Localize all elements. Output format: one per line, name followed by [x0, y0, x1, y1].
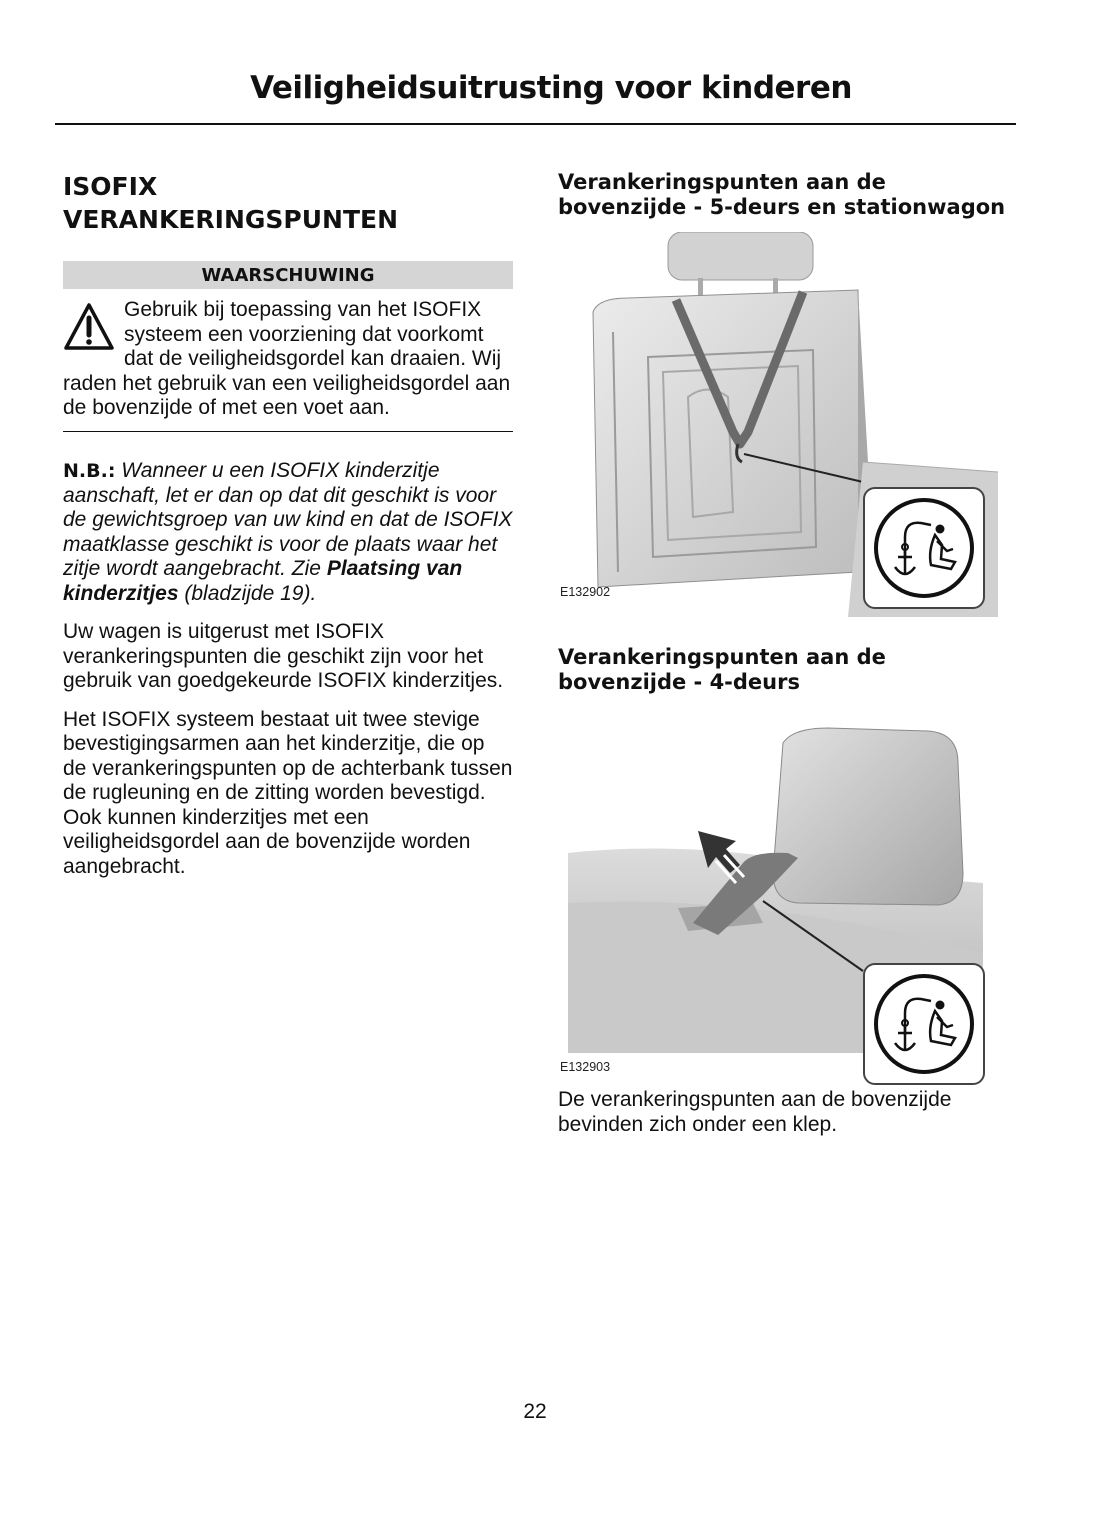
- figure-code: E132903: [560, 1060, 611, 1074]
- isofix-intro-paragraph: Uw wagen is uitgerust met ISOFIX verankeringspunten die geschikt zijn voor het gebruik van goedgekeurde ISOFIX kinderzitjes.: [63, 620, 504, 692]
- child-seat-anchor-icon: [865, 965, 983, 1083]
- page-number: 22: [523, 1400, 547, 1423]
- warning-divider: [63, 431, 513, 433]
- section-title-line-1: ISOFIX: [63, 172, 158, 201]
- subsection-title-5-door: Verankeringspunten aan de bovenzijde - 5-deurs en stationwagon: [558, 170, 1006, 219]
- isofix-anchor-badge: [863, 963, 985, 1085]
- figure-code: E132902: [560, 585, 611, 599]
- figure-5-door-anchor: [558, 232, 998, 617]
- section-title: [63, 170, 513, 236]
- page-title: Veiligheidsuitrusting voor kinderen: [250, 70, 852, 106]
- warning-heading: WAARSCHUWING: [63, 261, 513, 289]
- warning-box: [63, 298, 513, 421]
- warning-triangle-icon: [63, 301, 115, 353]
- note-reference-page: (bladzijde 19).: [178, 581, 317, 605]
- note-reference-link[interactable]: Plaatsing van kinderzitjes: [63, 557, 463, 605]
- right-column: [558, 170, 1018, 1137]
- note-text: Wanneer u een ISOFIX kinderzitje aanschaft, let er dan op dat dit geschikt is voor de gewichtsgroep van uw kind en dat de ISOFIX maatklasse geschikt is voor de plaats waar het zitje wordt aangebracht. Zie: [63, 459, 513, 580]
- flap-paragraph: De verankeringspunten aan de bovenzijde bevinden zich onder een klep.: [558, 1088, 952, 1136]
- section-title-line-2: VERANKERINGSPUNTEN: [63, 205, 398, 234]
- subsection-title-4-door: Verankeringspunten aan de bovenzijde - 4-deurs: [558, 645, 886, 694]
- note-label: N.B.:: [63, 460, 116, 482]
- title-divider: [55, 123, 1016, 125]
- warning-text: Gebruik bij toepassing van het ISOFIX systeem een voorziening dat voorkomt dat de veiligheidsgordel kan draaien. Wij raden het gebruik van een veiligheidsgordel aan de bovenzijde of met een voet aan.: [63, 298, 511, 419]
- left-column: [63, 170, 513, 879]
- figure-4-door-anchor: [558, 723, 998, 1108]
- isofix-system-paragraph: Het ISOFIX systeem bestaat uit twee stevige bevestigingsarmen aan het kinderzitje, die op de verankeringspunten op de achterbank tussen de rugleuning en de zitting worden bevestigd. Ook kunnen kinderzitjes met een veiligheidsgordel aan de bovenzijde worden aangebracht.: [63, 707, 513, 878]
- child-seat-anchor-icon: [865, 489, 983, 607]
- note-paragraph: [63, 459, 513, 606]
- isofix-anchor-badge: [863, 487, 985, 609]
